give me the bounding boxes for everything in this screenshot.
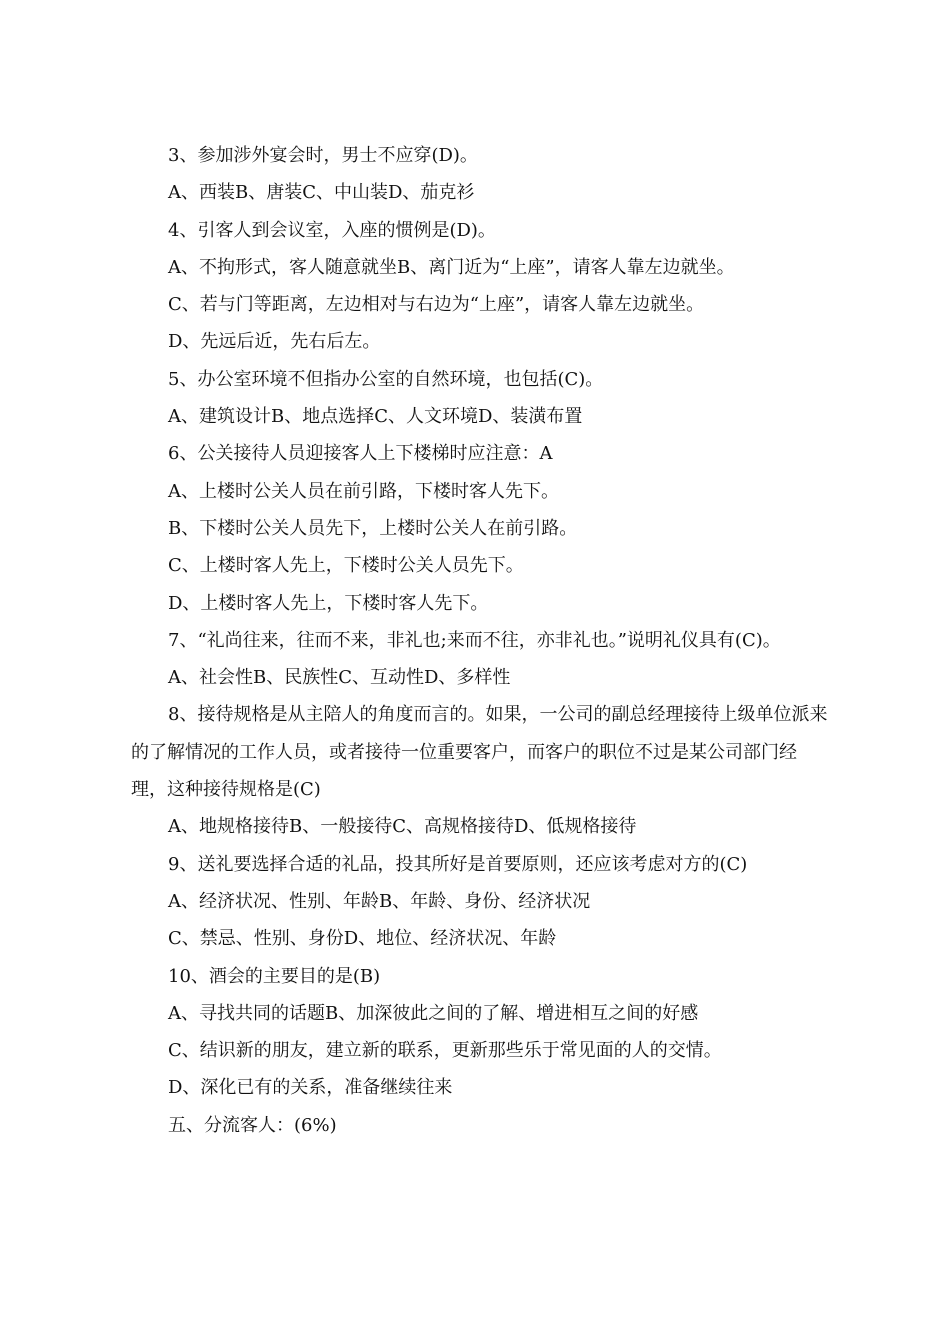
question-9: 9、送礼要选择合适的礼品，投其所好是首要原则，还应该考虑对方的(C) xyxy=(168,853,748,875)
question-9-option-a-b: A、经济状况、性别、年龄B、年龄、身份、经济状况 xyxy=(168,890,591,912)
question-5: 5、办公室环境不但指办公室的自然环境，也包括(C)。 xyxy=(168,368,604,390)
question-4-option-d: D、先远后近，先右后左。 xyxy=(168,331,381,353)
question-8-options: A、地规格接待B、一般接待C、高规格接待D、低规格接待 xyxy=(168,816,637,838)
question-6-option-a: A、上楼时公关人员在前引路，下楼时客人先下。 xyxy=(168,480,559,502)
question-10-option-c: C、结识新的朋友，建立新的联系，更新那些乐于常见面的人的交情。 xyxy=(168,1040,722,1062)
question-6-option-d: D、上楼时客人先上，下楼时客人先下。 xyxy=(168,592,489,614)
question-10-option-a-b: A、寻找共同的话题B、加深彼此之间的了解、增进相互之间的好感 xyxy=(168,1002,699,1024)
question-6-option-b: B、下楼时公关人员先下，上楼时公关人在前引路。 xyxy=(168,517,578,539)
question-5-options: A、建筑设计B、地点选择C、人文环境D、装潢布置 xyxy=(168,406,583,428)
question-4-option-a-b: A、不拘形式，客人随意就坐B、离门近为“上座”，请客人靠左边就坐。 xyxy=(168,256,735,278)
question-10-option-d: D、深化已有的关系，准备继续往来 xyxy=(168,1077,453,1099)
question-3-options: A、西装B、唐装C、中山装D、茄克衫 xyxy=(168,182,475,204)
question-3: 3、参加涉外宴会时，男士不应穿(D)。 xyxy=(168,145,478,166)
section-heading: 五、分流客人：(6%) xyxy=(168,1114,337,1136)
question-10: 10、酒会的主要目的是(B) xyxy=(168,965,381,987)
question-4: 4、引客人到会议室，入座的惯例是(D)。 xyxy=(168,219,496,241)
question-9-option-c-d: C、禁忌、性别、身份D、地位、经济状况、年龄 xyxy=(168,928,557,950)
document-body xyxy=(131,137,831,1144)
question-6-option-c: C、上楼时客人先上，下楼时公关人员先下。 xyxy=(168,555,524,577)
question-8: 8、接待规格是从主陪人的角度而言的。如果，一公司的副总经理接待上级单位派来的了解情况的工作人员，或者接待一位重要客户，而客户的职位不过是某公司部门经理，这种接待规格是(C) xyxy=(131,704,828,801)
question-6: 6、公关接待人员迎接客人上下楼梯时应注意：A xyxy=(168,443,553,465)
question-4-option-c: C、若与门等距离，左边相对与右边为“上座”，请客人靠左边就坐。 xyxy=(168,294,705,316)
question-7: 7、“礼尚往来，往而不来，非礼也;来而不往，亦非礼也。”说明礼仪具有(C)。 xyxy=(168,629,781,651)
question-7-options: A、社会性B、民族性C、互动性D、多样性 xyxy=(168,667,511,689)
